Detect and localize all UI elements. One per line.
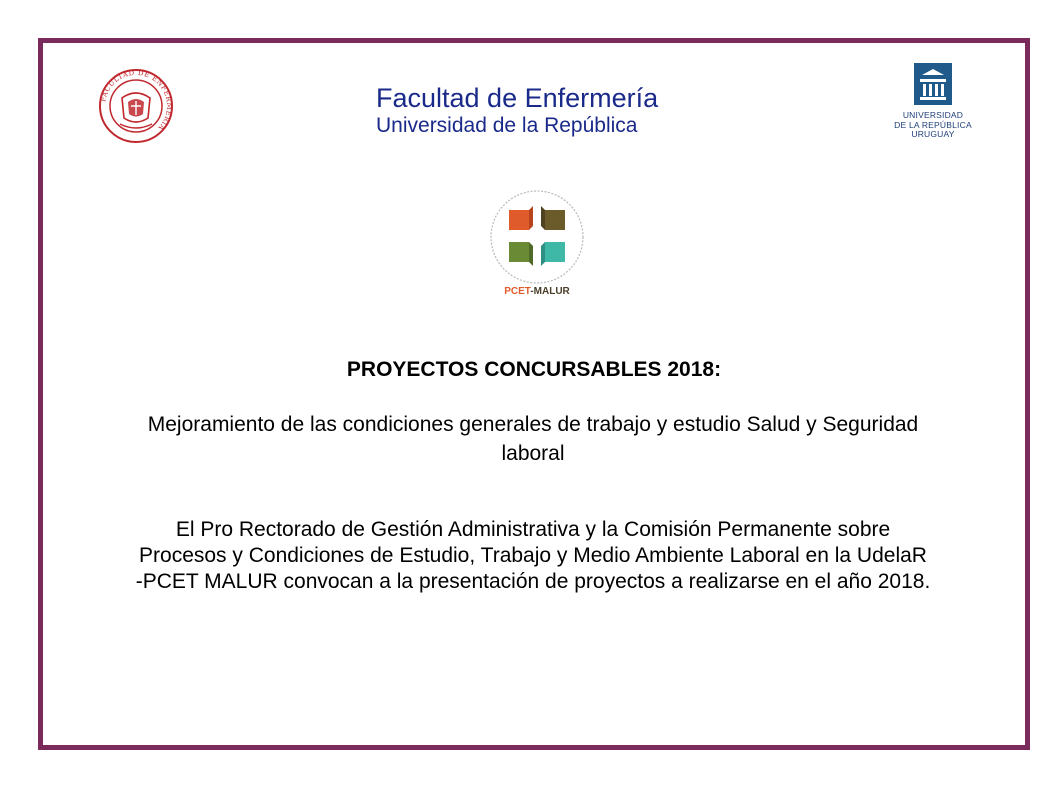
seal-text: FACULTAD DE ENFERMERIA bbox=[99, 68, 174, 132]
udelar-line-3: URUGUAY bbox=[911, 129, 955, 139]
announcement-text: El Pro Rectorado de Gestión Administrativa y la Comisión Permanente sobre Procesos y Condiciones de Estudio, Trabajo y Medio Ambiente Laboral en la UdelaR -PCET MALUR convocan a la presentación de proyectos a realizarse en el año 2018. bbox=[135, 518, 931, 593]
pcet-emblem-icon bbox=[483, 188, 591, 286]
pcet-label bbox=[481, 286, 593, 298]
subheading: Mejoramiento de las condiciones generales de trabajo y estudio Salud y Seguridad laboral bbox=[147, 413, 919, 465]
header bbox=[376, 83, 736, 139]
pcet-label-prefix: PCET bbox=[504, 286, 531, 297]
udelar-building-icon bbox=[914, 63, 952, 105]
pcet-malur-logo bbox=[481, 188, 593, 298]
pcet-label-suffix: -MALUR bbox=[530, 286, 570, 297]
udelar-logo bbox=[888, 63, 978, 140]
udelar-line-2: DE LA REPÚBLICA bbox=[894, 119, 972, 130]
udelar-line-1: UNIVERSIDAD bbox=[902, 110, 964, 120]
udelar-text bbox=[888, 111, 978, 140]
main-heading: PROYECTOS CONCURSABLES 2018: bbox=[346, 358, 722, 381]
faculty-seal-logo bbox=[98, 68, 174, 144]
document-frame bbox=[38, 38, 1030, 750]
university-subtitle: Universidad de la República bbox=[376, 114, 638, 137]
faculty-title: Facultad de Enfermería bbox=[376, 83, 659, 113]
